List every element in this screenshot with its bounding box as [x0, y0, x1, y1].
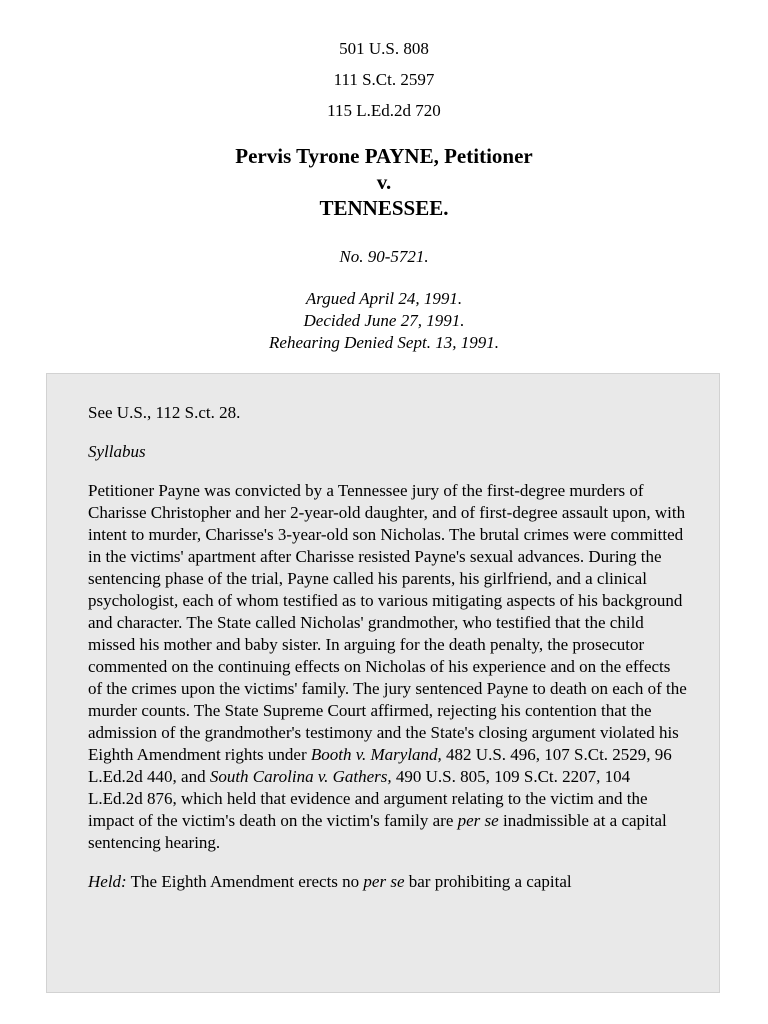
versus: v. [376, 170, 392, 194]
reporter-citations [0, 33, 768, 126]
held-per-se-term: per se [363, 872, 405, 891]
rehearing-date: Rehearing Denied Sept. 13, 1991. [269, 333, 499, 352]
syllabus-text-3: 490 U.S. 805, 109 S.Ct. 2207, 104 L.Ed.2d 876, which held that evidence and argument relating to the victim and the impact of the victim's death on the victim's family are [88, 767, 648, 830]
held-paragraph [88, 871, 688, 893]
decided-date: Decided June 27, 1991. [303, 311, 465, 330]
syllabus-text-1: Petitioner Payne was convicted by a Tennessee jury of the first-degree murders of Charisse Christopher and her 2-year-old daughter, and of first-degree assault upon, with intent to murder, Charisse's 3-year-old son Nicholas. The brutal crimes were committed in the victims' apartment after Charisse resisted Payne's sexual advances. During the sentencing phase of the trial, Payne called his parents, his girlfriend, and a clinical psychologist, each of whom testified as to various mitigating aspects of his background and character. The State called Nicholas' grandmother, who testified that the child missed his mother and baby sister. In arguing for the death penalty, the prosecutor commented on the continuing effects on Nicholas of his experience and on the effects of the crimes upon the victims' family. The jury sentenced Payne to death on each of the murder counts. The State Supreme Court affirmed, rejecting his contention that the admission of the grandmother's testimony and the State's closing argument violated his Eighth Amendment rights under [88, 481, 687, 764]
syllabus-text-2: 482 U.S. 496, 107 S.Ct. 2529, 96 L.Ed.2d 440, and [88, 745, 672, 786]
syllabus-text-4: inadmissible at a capital sentencing hearing. [88, 811, 667, 852]
opinion-content-box [46, 373, 720, 993]
case-citation-gathers: South Carolina v. Gathers, [209, 767, 392, 786]
respondent-name: TENNESSEE. [319, 196, 449, 220]
held-text-2: bar prohibiting a capital [404, 872, 572, 891]
opinion-text [88, 402, 688, 910]
argued-date: Argued April 24, 1991. [305, 289, 463, 308]
docket-number: No. 90-5721. [339, 247, 429, 266]
see-note: See U.S., 112 S.ct. 28. [88, 403, 241, 422]
citation-led: 115 L.Ed.2d 720 [327, 101, 441, 120]
case-caption [0, 143, 768, 221]
syllabus-heading: Syllabus [88, 442, 146, 461]
held-label: Held: [88, 872, 127, 891]
per-se-term: per se [457, 811, 499, 830]
syllabus-paragraph [88, 480, 688, 854]
citation-us: 501 U.S. 808 [339, 39, 429, 58]
petitioner-name: Pervis Tyrone PAYNE, Petitioner [235, 144, 533, 168]
citation-sct: 111 S.Ct. 2597 [333, 70, 435, 89]
case-citation-booth: Booth v. Maryland, [310, 745, 442, 764]
case-dates [0, 288, 768, 354]
held-text-1: The Eighth Amendment erects no [126, 872, 364, 891]
